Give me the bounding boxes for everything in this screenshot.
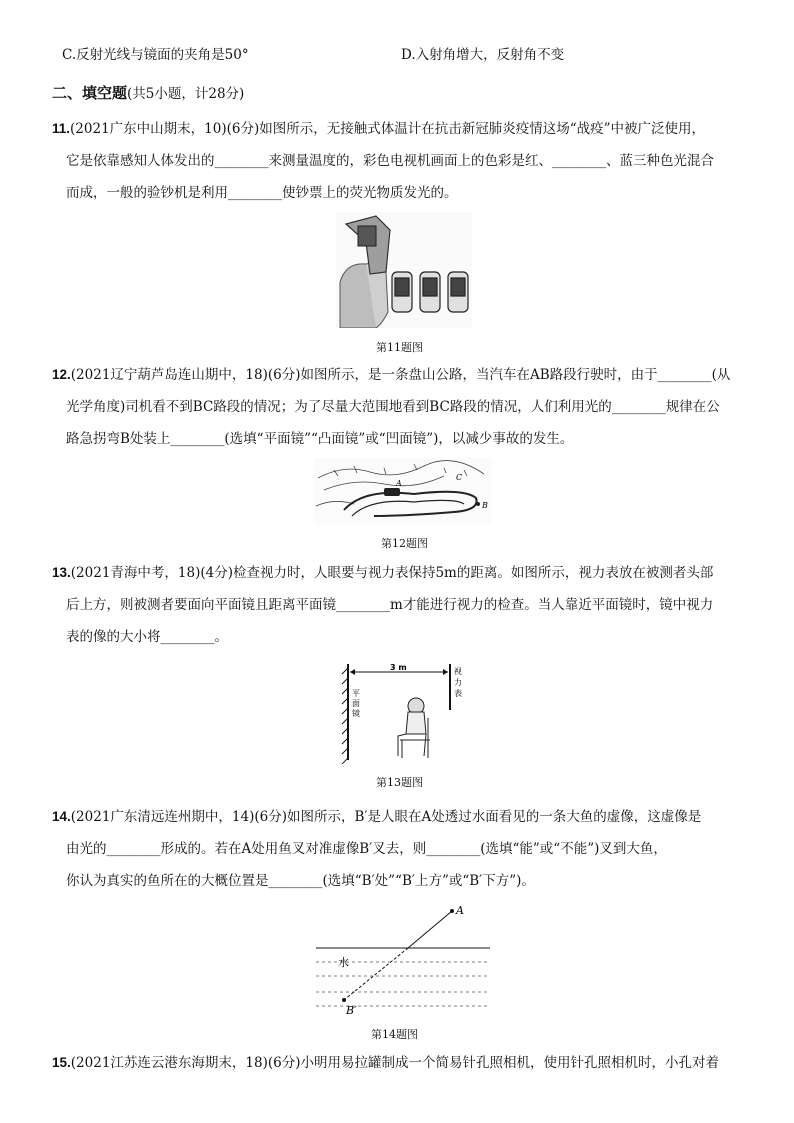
question-14-line-1 xyxy=(52,808,701,826)
option-c: C.反射光线与镜面的夹角是50° xyxy=(62,47,249,63)
figure-13-caption: 第13题图 xyxy=(376,776,423,789)
distance-label: 3 m xyxy=(390,663,407,672)
question-11-line-2: 它是依靠感知人体发出的________来测量温度的，彩色电视机画面上的色彩是红、________、蓝三种色光混合 xyxy=(66,153,714,169)
mirror-label-3: 镜 xyxy=(352,709,360,718)
label-b: B xyxy=(482,501,488,510)
mirror-label-2: 面 xyxy=(352,699,360,708)
question-number: 15. xyxy=(52,1055,71,1070)
section-subtitle: (共5小题，计28分) xyxy=(127,86,245,102)
question-text: (2021青海中考，18)(4分)检查视力时，人眼要与视力表保持5m的距离。如图所示，视力表放在被测者头部 xyxy=(70,565,714,581)
option-d: D.入射角增大，反射角不变 xyxy=(401,47,565,63)
question-13-line-2: 后上方，则被测者要面向平面镜且距离平面镜________m才能进行视力的检查。当人靠近平面镜时，镜中视力 xyxy=(66,597,714,613)
figure-12-caption: 第12题图 xyxy=(381,537,428,550)
water-label: 水 xyxy=(338,956,349,969)
question-text: (2021广东清远连州期中，14)(6分)如图所示，B′是人眼在A处透过水面看见的一条大鱼的虚像，这虚像是 xyxy=(70,809,702,825)
thermometer-figure xyxy=(336,212,472,328)
question-13-line-1 xyxy=(52,564,713,582)
question-text: (2021广东中山期末，10)(6分)如图所示，无接触式体温计在抗击新冠肺炎疫情这场“战疫”中被广泛使用， xyxy=(70,121,706,137)
chart-label-3: 表 xyxy=(454,689,462,698)
question-number: 13. xyxy=(52,565,71,580)
chart-label-2: 力 xyxy=(454,678,462,687)
figure-14-caption: 第14题图 xyxy=(371,1028,418,1041)
label-a: A xyxy=(396,479,402,488)
mirror-label-1: 平 xyxy=(352,689,360,698)
label-b-prime: B′ xyxy=(346,1004,357,1017)
question-number: 12. xyxy=(52,367,71,382)
question-12-line-3: 路急拐弯B处装上________(选填“平面镜”“凸面镜”或“凹面镜”)，以减少事故的发生。 xyxy=(66,431,574,447)
question-11-line-1 xyxy=(52,120,705,138)
label-a: A xyxy=(456,904,464,917)
question-12-line-1 xyxy=(52,366,730,384)
question-number: 11. xyxy=(52,121,71,136)
question-15-line-1 xyxy=(52,1054,719,1072)
question-text: (2021江苏连云港东海期末，18)(6分)小明用易拉罐制成一个简易针孔照相机，使用针孔照相机时，小孔对着 xyxy=(70,1055,719,1071)
section-title: 二、填空题 xyxy=(52,84,128,102)
label-c: C xyxy=(456,473,463,482)
chart-label-1: 视 xyxy=(454,667,462,676)
section-heading xyxy=(52,84,244,103)
question-13-line-3: 表的像的大小将________。 xyxy=(66,629,228,645)
question-14-line-2: 由光的________形成的。若在A处用鱼叉对准虚像B′叉去，则________(选填“能”或“不能”)叉到大鱼， xyxy=(66,841,667,857)
figure-11-caption: 第11题图 xyxy=(376,341,423,354)
eye-test-figure xyxy=(336,660,474,764)
mountain-road-figure xyxy=(314,458,492,524)
fish-refraction-figure xyxy=(312,900,494,1018)
question-14-line-3: 你认为真实的鱼所在的大概位置是________(选填“B′处”“B′上方”或“B′下方”)。 xyxy=(66,873,535,889)
question-11-line-3: 而成，一般的验钞机是利用________使钞票上的荧光物质发光的。 xyxy=(66,185,458,201)
question-text: (2021辽宁葫芦岛连山期中，18)(6分)如图所示，是一条盘山公路，当汽车在AB路段行驶时，由于________(从 xyxy=(70,367,731,383)
question-12-line-2: 光学角度)司机看不到BC路段的情况；为了尽量大范围地看到BC路段的情况，人们利用光的________规律在公 xyxy=(66,399,720,415)
question-number: 14. xyxy=(52,809,71,824)
